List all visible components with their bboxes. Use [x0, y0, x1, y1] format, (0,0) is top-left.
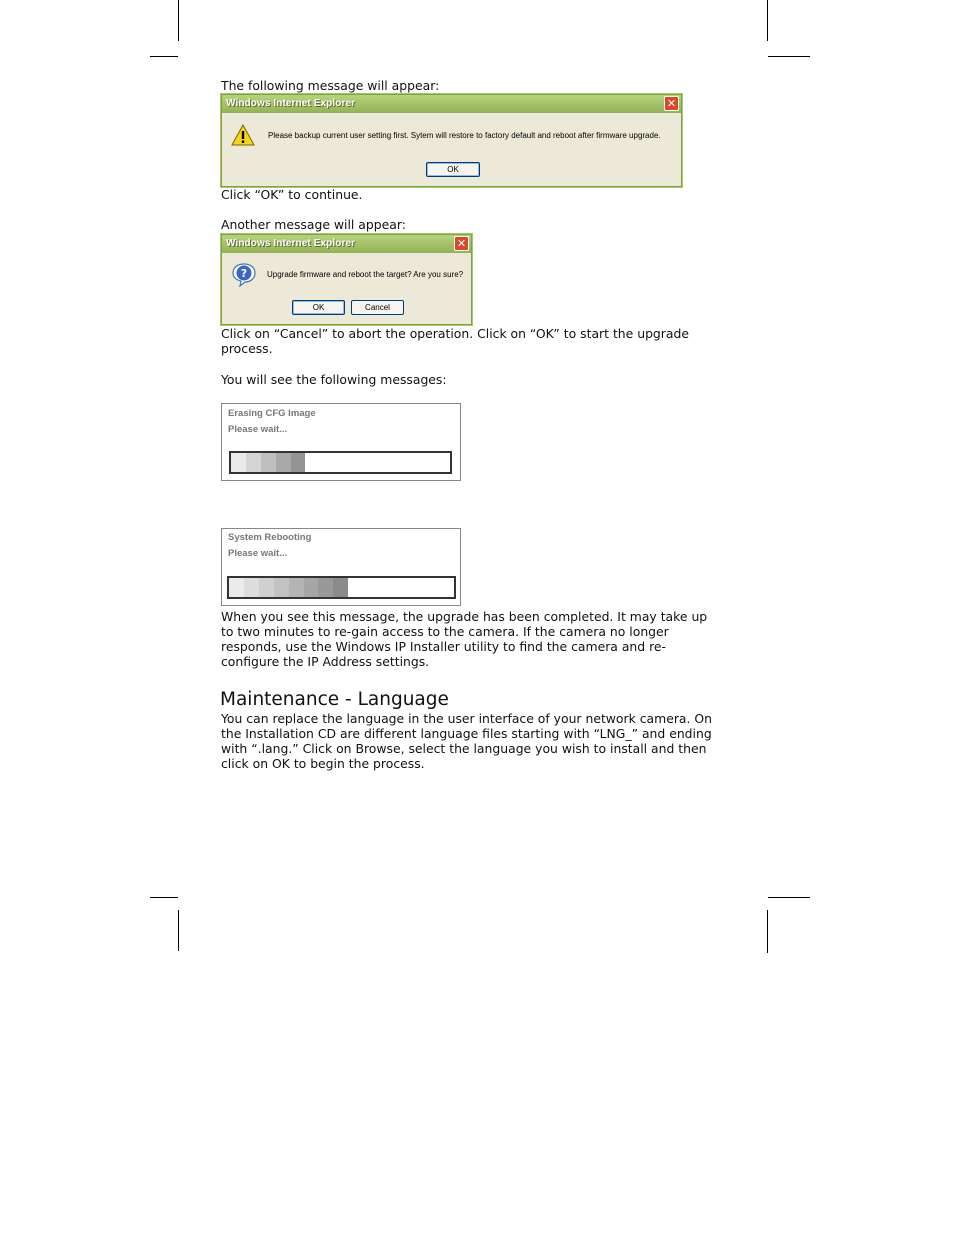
close-icon: ✕ — [456, 237, 467, 250]
progress-segment — [276, 453, 291, 472]
warning-icon — [231, 124, 255, 146]
progress-segment — [244, 578, 259, 597]
upgrade-complete-text: When you see this message, the upgrade has been completed. It may take up to two minutes to re-gain access to the camera. If the camera no longer responds, use the Windows IP Installer utility to find the camera and re-configure the IP Address settings. — [221, 609, 708, 669]
progress-segment — [318, 578, 333, 597]
section-heading: Maintenance - Language — [220, 689, 449, 710]
dialog-titlebar — [222, 95, 681, 113]
crop-mark — [768, 56, 810, 57]
rebooting-progress-box — [221, 528, 461, 606]
following-messages-text: You will see the following messages: — [221, 372, 447, 387]
crop-mark — [767, 0, 768, 41]
continue-text: Click “OK” to continue. — [221, 187, 363, 202]
question-icon — [231, 262, 257, 288]
dialog-title: Windows Internet Explorer — [226, 238, 356, 249]
progress-segment — [246, 453, 261, 472]
svg-text:?: ? — [240, 267, 248, 280]
dialog-message: Upgrade firmware and reboot the target? Are you sure? — [267, 270, 464, 279]
progress-segment — [259, 578, 274, 597]
language-description: You can replace the language in the user interface of your network camera. On the Installation CD are different language files starting with “LNG_” and ending with “.lang.” Click on Browse, select the language you wish to install and then click on OK to begin the process. — [221, 711, 712, 771]
progress-segment — [289, 578, 304, 597]
close-icon: ✕ — [666, 97, 677, 110]
dialog-title: Windows Internet Explorer — [226, 98, 356, 109]
progress-segment — [261, 453, 276, 472]
dialog-message: Please backup current user setting first. Sytem will restore to factory default and reboot after firmware upgrade. — [268, 131, 661, 140]
progress-segment — [304, 578, 319, 597]
cancel-button[interactable]: Cancel — [351, 300, 404, 315]
crop-mark — [768, 897, 810, 898]
progress-title: Erasing CFG Image — [228, 408, 316, 419]
ok-button[interactable]: OK — [426, 162, 480, 177]
progress-fill — [229, 578, 348, 597]
progress-title: System Rebooting — [228, 532, 312, 543]
erasing-progress-box — [221, 403, 461, 481]
dialog-titlebar — [222, 235, 471, 253]
crop-mark — [150, 897, 178, 898]
backup-warning-dialog — [221, 94, 682, 187]
progress-segment — [229, 578, 244, 597]
close-button[interactable] — [454, 236, 469, 251]
cancel-ok-instructions: Click on “Cancel” to abort the operation. Click on “OK” to start the upgrade process. — [221, 326, 689, 356]
progress-subtitle: Please wait... — [228, 548, 288, 559]
progress-segment — [231, 453, 246, 472]
crop-mark — [178, 910, 179, 951]
progress-subtitle: Please wait... — [228, 424, 288, 435]
crop-mark — [767, 910, 768, 953]
progress-segment — [333, 578, 348, 597]
intro-text: The following message will appear: — [221, 78, 440, 93]
progress-bar — [227, 576, 456, 599]
crop-mark — [178, 0, 179, 41]
progress-segment — [291, 453, 306, 472]
another-message-text: Another message will appear: — [221, 217, 406, 232]
crop-mark — [150, 56, 178, 57]
close-button[interactable] — [664, 96, 679, 111]
confirm-upgrade-dialog — [221, 234, 472, 325]
progress-bar — [229, 451, 452, 474]
progress-fill — [231, 453, 305, 472]
progress-segment — [274, 578, 289, 597]
ok-button[interactable]: OK — [292, 300, 345, 315]
